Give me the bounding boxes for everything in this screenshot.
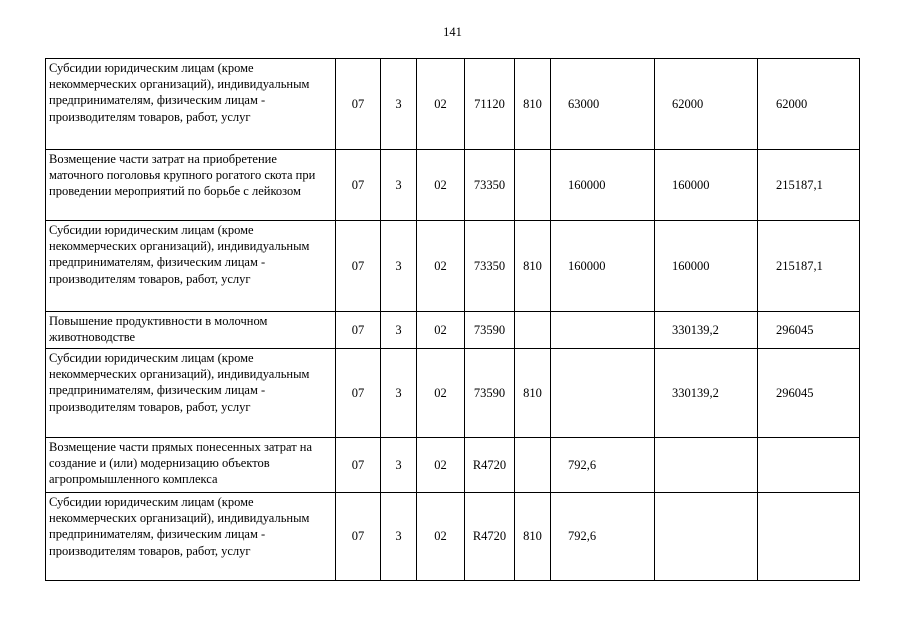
expense-type-code [515, 312, 551, 349]
expense-type-code [515, 150, 551, 221]
amount-year-2: 330139,2 [655, 349, 758, 438]
amount-year-3: 215187,1 [758, 150, 860, 221]
subprogram-code: 02 [417, 312, 465, 349]
amount-year-2: 160000 [655, 221, 758, 312]
row-description: Субсидии юридическим лицам (кроме некоммерческих организаций), индивидуальным предпринимателям, физическим лицам - производителям товаров, работ, услуг [46, 59, 336, 150]
table-row [46, 59, 860, 150]
amount-year-3 [758, 438, 860, 493]
amount-year-3: 296045 [758, 349, 860, 438]
program-code: 3 [381, 312, 417, 349]
amount-year-3 [758, 493, 860, 581]
amount-year-1: 63000 [551, 59, 655, 150]
subprogram-code: 02 [417, 349, 465, 438]
section-code: 07 [336, 312, 381, 349]
subprogram-code: 02 [417, 150, 465, 221]
table-row [46, 349, 860, 438]
row-description: Возмещение части прямых понесенных затрат на создание и (или) модернизацию объектов агропромышленного комплекса [46, 438, 336, 493]
program-code: 3 [381, 59, 417, 150]
expense-type-code: 810 [515, 349, 551, 438]
amount-year-1: 792,6 [551, 438, 655, 493]
amount-year-2 [655, 493, 758, 581]
page-number: 141 [443, 25, 462, 39]
amount-year-1: 160000 [551, 221, 655, 312]
direction-code: 73590 [465, 349, 515, 438]
expense-type-code [515, 438, 551, 493]
table-row [46, 150, 860, 221]
amount-year-1 [551, 349, 655, 438]
table-row [46, 438, 860, 493]
amount-year-2: 62000 [655, 59, 758, 150]
direction-code: 73350 [465, 221, 515, 312]
direction-code: R4720 [465, 438, 515, 493]
row-description: Повышение продуктивности в молочном животноводстве [46, 312, 336, 349]
section-code: 07 [336, 59, 381, 150]
program-code: 3 [381, 493, 417, 581]
subprogram-code: 02 [417, 493, 465, 581]
amount-year-1: 792,6 [551, 493, 655, 581]
table-row [46, 312, 860, 349]
expense-type-code: 810 [515, 493, 551, 581]
subprogram-code: 02 [417, 438, 465, 493]
subprogram-code: 02 [417, 59, 465, 150]
expense-type-code: 810 [515, 59, 551, 150]
row-description: Субсидии юридическим лицам (кроме некоммерческих организаций), индивидуальным предпринимателям, физическим лицам - производителям товаров, работ, услуг [46, 493, 336, 581]
amount-year-2 [655, 438, 758, 493]
program-code: 3 [381, 221, 417, 312]
section-code: 07 [336, 221, 381, 312]
section-code: 07 [336, 150, 381, 221]
amount-year-3: 215187,1 [758, 221, 860, 312]
direction-code: 71120 [465, 59, 515, 150]
expense-type-code: 810 [515, 221, 551, 312]
amount-year-2: 330139,2 [655, 312, 758, 349]
amount-year-1 [551, 312, 655, 349]
program-code: 3 [381, 438, 417, 493]
section-code: 07 [336, 438, 381, 493]
amount-year-3: 296045 [758, 312, 860, 349]
program-code: 3 [381, 150, 417, 221]
subprogram-code: 02 [417, 221, 465, 312]
budget-table [45, 58, 860, 581]
section-code: 07 [336, 349, 381, 438]
program-code: 3 [381, 349, 417, 438]
direction-code: 73590 [465, 312, 515, 349]
amount-year-2: 160000 [655, 150, 758, 221]
table-row [46, 493, 860, 581]
amount-year-3: 62000 [758, 59, 860, 150]
section-code: 07 [336, 493, 381, 581]
amount-year-1: 160000 [551, 150, 655, 221]
row-description: Возмещение части затрат на приобретение маточного поголовья крупного рогатого скота при проведении мероприятий по борьбе с лейкозом [46, 150, 336, 221]
row-description: Субсидии юридическим лицам (кроме некоммерческих организаций), индивидуальным предпринимателям, физическим лицам - производителям товаров, работ, услуг [46, 349, 336, 438]
direction-code: R4720 [465, 493, 515, 581]
direction-code: 73350 [465, 150, 515, 221]
row-description: Субсидии юридическим лицам (кроме некоммерческих организаций), индивидуальным предпринимателям, физическим лицам - производителям товаров, работ, услуг [46, 221, 336, 312]
table-row [46, 221, 860, 312]
